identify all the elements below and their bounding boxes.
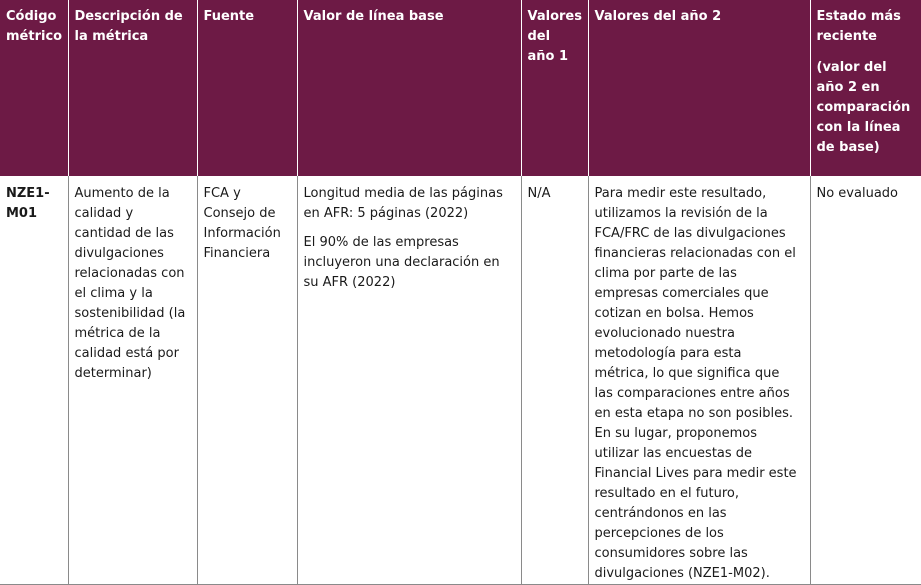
baseline-value-1: Longitud media de las páginas en AFR: 5 páginas (2022) bbox=[303, 186, 503, 221]
header-year2: Valores del año 2 bbox=[588, 0, 810, 176]
cell-status: No evaluado bbox=[810, 176, 921, 585]
cell-baseline bbox=[297, 176, 521, 585]
cell-code: NZE1-M01 bbox=[0, 176, 68, 585]
header-description: Descripción de la métrica bbox=[68, 0, 197, 176]
cell-year2: Para medir este resultado, utilizamos la revisión de la FCA/FRC de las divulgaciones financieras relacionadas con el clima por parte de las empresas comerciales que cotizan en bolsa. Hemos evolucionado nuestra metodología para esta métrica, lo que significa que las comparaciones entre años en esta etapa no son posibles. En su lugar, proponemos utilizar las encuestas de Financial Lives para medir este resultado en el futuro, centrándonos en las percepciones de los consumidores sobre las divulgaciones (NZE1-M02). bbox=[588, 176, 810, 585]
header-baseline: Valor de línea base bbox=[297, 0, 521, 176]
table-row bbox=[0, 176, 921, 585]
header-source: Fuente bbox=[197, 0, 297, 176]
table-body bbox=[0, 176, 921, 585]
header-status-label: Estado más reciente bbox=[816, 9, 901, 44]
header-status-note: (valor del año 2 en comparación con la línea de base) bbox=[816, 60, 911, 155]
table-header bbox=[0, 0, 921, 176]
header-code: Código métrico bbox=[0, 0, 68, 176]
header-year1: Valores del año 1 bbox=[521, 0, 588, 176]
baseline-value-2: El 90% de las empresas incluyeron una declaración en su AFR (2022) bbox=[303, 235, 500, 290]
header-row bbox=[0, 0, 921, 176]
header-status bbox=[810, 0, 921, 176]
cell-description: Aumento de la calidad y cantidad de las divulgaciones relacionadas con el clima y la sostenibilidad (la métrica de la calidad está por determinar) bbox=[68, 176, 197, 585]
cell-year1: N/A bbox=[521, 176, 588, 585]
cell-source: FCA y Consejo de Información Financiera bbox=[197, 176, 297, 585]
